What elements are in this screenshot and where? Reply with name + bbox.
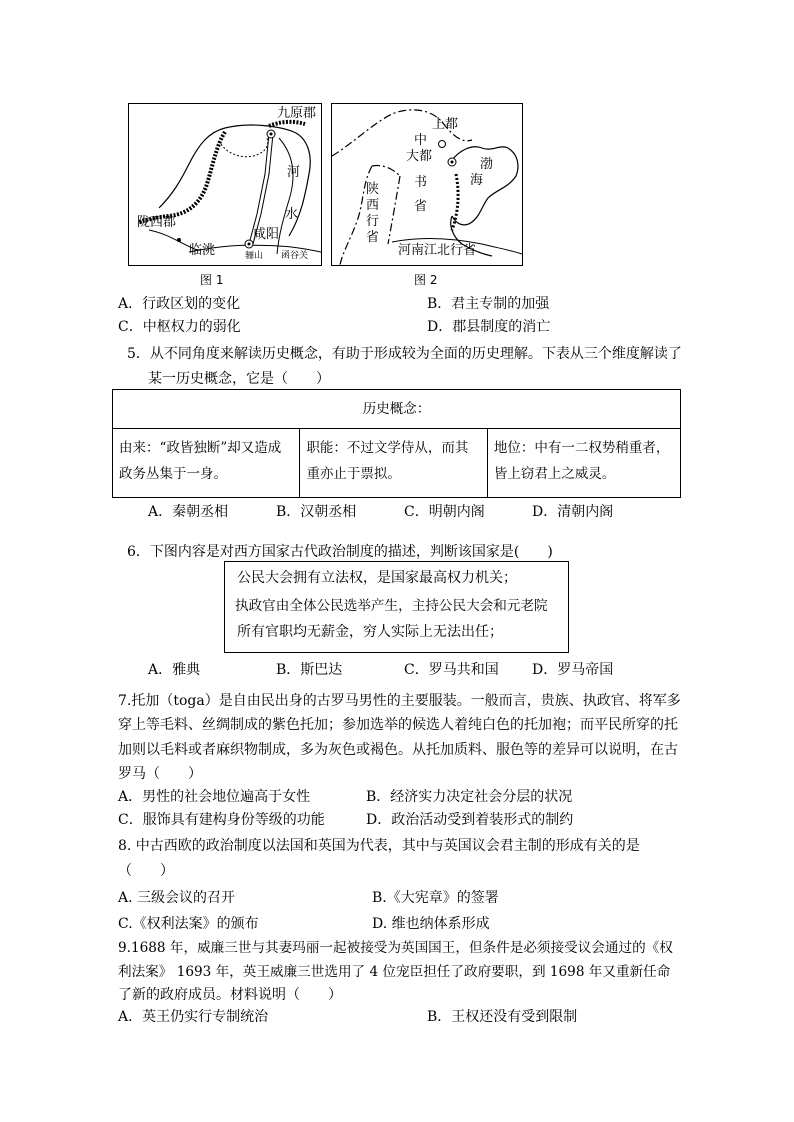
q5-option-d[interactable]: D．清朝内阁 — [532, 504, 614, 520]
map-1-label-longxi: 陇西郡 — [137, 215, 177, 230]
q7-option-d[interactable]: D．政治活动受到着装形式的制约 — [366, 812, 574, 828]
map-1-label-jiuyuan: 九原郡 — [277, 106, 317, 121]
q5-option-b[interactable]: B．汉朝丞相 — [276, 504, 357, 520]
q6-option-b[interactable]: B．斯巴达 — [276, 662, 343, 678]
cell-origin: 由来：“政皆独断”却又造成政务丛集于一身。 — [113, 429, 300, 498]
map-1-label-he: 河 — [287, 165, 301, 180]
q5-option-a[interactable]: A．秦朝丞相 — [148, 504, 229, 520]
map-1-label-xianyang: 咸阳 — [253, 227, 280, 242]
map-2-label-dadu: 大都 — [406, 149, 433, 164]
q8-option-d[interactable]: D. 维也纳体系形成 — [372, 916, 490, 932]
map-1-label-hanguguan: 函谷关 — [281, 251, 309, 261]
q9-option-b[interactable]: B．王权还没有受到限制 — [427, 1009, 578, 1025]
cell-function: 职能：不过文学侍从，而其重亦止于票拟。 — [300, 429, 487, 498]
q8-option-a[interactable]: A. 三级会议的召开 — [118, 890, 236, 906]
map-2-label-zhong: 中 — [414, 133, 428, 148]
map-2-label-bo: 渤 — [480, 157, 494, 172]
map-figure-1 — [128, 103, 322, 266]
q9-stem-line-1: 9.1688 年，威廉三世与其妻玛丽一起被接受为英国国王，但条件是必须接受议会通过的《权 — [118, 940, 673, 956]
q7-stem-line-3: 加则以毛料或者麻织物制成，多为灰色或褐色。从托加质料、服色等的差异可以说明，在古 — [118, 742, 678, 758]
q6-option-a[interactable]: A．雅典 — [148, 662, 201, 678]
q4-option-c[interactable]: C．中枢权力的弱化 — [118, 319, 241, 335]
map-1-label-shui: 水 — [285, 207, 299, 222]
map-2-caption: 图 2 — [414, 273, 438, 287]
q5-stem-line-2: 某一历史概念，它是（ ） — [148, 371, 330, 387]
q6-box-line-3: 所有官职均无薪金，穷人实际上无法出任； — [237, 624, 503, 640]
map-1-drawing — [129, 104, 321, 265]
q6-option-d[interactable]: D．罗马帝国 — [532, 662, 614, 678]
q7-stem-line-4: 罗马（ ） — [118, 766, 202, 782]
q6-stem: 6．下图内容是对西方国家古代政治制度的描述，判断该国家是( ) — [127, 544, 553, 560]
history-concept-table — [112, 389, 681, 498]
q7-option-a[interactable]: A．男性的社会地位遍高于女性 — [118, 789, 311, 805]
map-2-label-henan: 河南江北行省 — [398, 243, 477, 258]
q6-box-line-1: 公民大会拥有立法权，是国家最高权力机关； — [237, 570, 517, 586]
q7-option-b[interactable]: B．经济实力决定社会分层的状况 — [366, 789, 573, 805]
q5-option-c[interactable]: C．明朝内阁 — [404, 504, 485, 520]
map-2-label-sheng: 省 — [414, 199, 428, 214]
q7-option-c[interactable]: C．服饰具有建构身份等级的功能 — [118, 812, 325, 828]
map-2-label-shangdu: 上都 — [432, 117, 459, 132]
map-1-caption: 图 1 — [200, 273, 224, 287]
q8-stem-line-2: （ ） — [118, 863, 174, 879]
q6-description-box — [224, 561, 569, 653]
map-1-label-lintao: 临洮 — [189, 243, 216, 258]
q6-option-c[interactable]: C．罗马共和国 — [404, 662, 499, 678]
table-header-row — [113, 390, 681, 429]
q9-stem-line-2: 利法案》 1693 年，英王威廉三世选用了 4 位宠臣担任了政府要职，到 1698 年又重新任命 — [118, 964, 671, 980]
q9-option-a[interactable]: A．英王仍实行专制统治 — [118, 1009, 269, 1025]
cell-status: 地位：中有一二权势稍重者，皆上窃君上之威灵。 — [487, 429, 680, 498]
map-2-label-shaanxi: 陕西行省 — [366, 182, 380, 245]
map-2-label-shu: 书 — [414, 175, 428, 190]
q7-stem-line-1: 7.托加（toga）是自由民出身的古罗马男性的主要服装。一般而言，贵族、执政官、将军多 — [118, 693, 681, 709]
table-header-cell: 历史概念： — [113, 390, 681, 429]
map-1-label-lishan: 骊山 — [245, 251, 264, 261]
q7-stem-line-2: 穿上等毛料、丝绸制成的紫色托加；参加选举的候选人着纯白色的托加袍；而平民所穿的托 — [118, 717, 678, 733]
q8-option-c[interactable]: C.《权利法案》的颁布 — [118, 916, 259, 932]
map-figure-2 — [331, 103, 523, 266]
map-2-label-hai: 海 — [470, 173, 484, 188]
q9-stem-line-3: 了新的政府成员。材料说明（ ） — [118, 987, 342, 1003]
table-row — [113, 429, 681, 498]
q8-stem-line-1: 8. 中古西欧的政治制度以法国和英国为代表，其中与英国议会君主制的形成有关的是 — [118, 838, 640, 854]
q5-stem-line-1: 5．从不同角度来解读历史概念，有助于形成较为全面的历史理解。下表从三个维度解读了 — [127, 346, 682, 362]
q4-option-a[interactable]: A．行政区划的变化 — [118, 296, 241, 312]
q4-option-d[interactable]: D．郡县制度的消亡 — [427, 319, 551, 335]
q8-option-b[interactable]: B.《大宪章》的签署 — [372, 890, 499, 906]
q6-box-line-2: 执政官由全体公民选举产生，主持公民大会和元老院 — [235, 598, 548, 614]
q4-option-b[interactable]: B．君主专制的加强 — [427, 296, 550, 312]
